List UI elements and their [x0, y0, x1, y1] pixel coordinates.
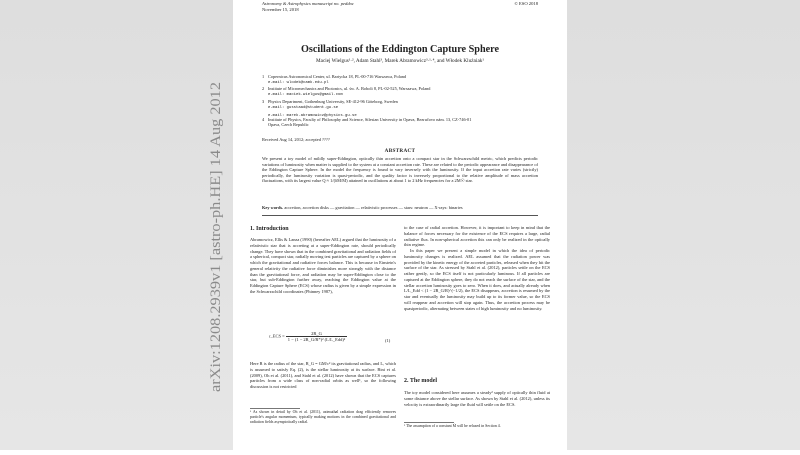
- paper-page: [233, 0, 567, 450]
- model-paragraph-1: The toy model considered here assumes a steady² supply of optically thin fluid at some distance above the stellar surface. As shown by Stahl et al. (2012), unless its velocity is extraordinarily large the fluid will settle on the ECS.: [404, 390, 550, 407]
- viewer-background-right: [567, 0, 800, 450]
- arxiv-margin-stamp: [204, 0, 228, 450]
- abstract-heading: ABSTRACT: [384, 148, 416, 154]
- keywords-line: [262, 205, 538, 210]
- affiliation-4: 4 Institute of Physics, Faculty of Philosophy and Science, Silesian University in Opava, Bezručovo nám. 13, CZ-746-01 Opava, Czech Republic: [262, 117, 472, 128]
- abstract-divider: [262, 215, 538, 216]
- equation-1-label: (1): [385, 338, 391, 343]
- footnote-1: ¹ As shown in detail by Oh et al. (2011), azimuthal radiation drag efficiently removes particle's angular momentum, typically making motions in the combined gravitational and radiation fields asymptotically radial.: [250, 410, 396, 424]
- arxiv-stamp-text: arXiv:1208.2939v1 [astro-ph.HE] 14 Aug 2012: [207, 103, 224, 392]
- footnote-rule-left: [250, 408, 300, 409]
- copyright: © ESO 2018: [514, 1, 538, 6]
- keywords-label: Key words.: [262, 205, 284, 210]
- keywords-text: accretion, accretion disks — gravitation — relativistic processes — stars: neutron — X-rays: binaries: [284, 205, 463, 210]
- received-date: Received Aug 14, 2012; accepted ????: [262, 137, 330, 142]
- right-column-text: to the case of radial accretion. However, it is important to keep in mind that the balance of forces necessary for the existence of the ECS requires a large, radial radiative flux. In non-spherical accretion this can only be realized in the optically thin regime. In this paper we present a simple model in which the idea of periodic luminosity changes is realized. AEL assumed that the radiation power was provided by the kinetic energy of the accreted particles, released when they hit the surface of the star. As stressed by Stahl et al. (2012), particles settle on the ECS rather gently, so the ECS itself is not particularly luminous. If all particles are captured at the Eddington sphere, they do not reach the surface of the star, and the stellar accretion luminosity goes to zero. When it does, and actually already when L/L_Edd < (1 − 2R_G/R)^(−1/2), the ECS disappears, accretion is resumed by the star and eventually the luminosity may build up to its former value, so the ECS will reappear and accretion will stop again. Thus, the accretion process may be quasiperiodic, alternating between states of high luminosity and no luminosity.: [404, 225, 550, 311]
- viewer-background-left: [0, 0, 233, 450]
- journal-line: Astronomy & Astrophysics manuscript no. peddoc: [262, 1, 354, 6]
- header-date: November 15, 2018: [262, 7, 299, 12]
- affiliation-3: 3 Physics Department, Gothenburg University, SE-412-96 Göteborg, Sweden e-mail: gusstaad@student.gu.se e-mail: marek.abramowicz@physics.gu.se: [262, 99, 398, 118]
- affiliation-2: 2 Institute of Micromechanics and Photonics, ul. św. A. Boboli 8, PL-02-525, Warszawa, Poland e-mail: maciek.wielgus@gmail.com: [262, 86, 431, 98]
- paper-title: Oscillations of the Eddington Capture Sphere: [300, 44, 500, 55]
- intro-paragraph-1: Abramowicz, Ellis & Lanza (1990) (hereafter AEL) argued that the luminosity of a relativistic star that is accreting at a super-Eddington rate, should periodically change. They have shown that in the combined gravitational and radiation fields of a spherical, compact star, radially moving test particles are captured by a sphere on which the gravitational and radiative forces balance. This is because in Einstein's general relativity the radiative force diminishes more strongly with the distance than the gravitational force, and radiation may be super-Eddington close to the star, but sub-Eddington further away, reaching the Eddington value at the Eddington Capture Sphere (ECS) whose radius is given by a simple expression in the Schwarzschild coordinates (Phinney 1987),: [250, 237, 396, 294]
- affiliation-1: 1 Copernicus Astronomical Center, ul. Bartycka 18, PL-00-716 Warszawa, Poland e-mail: wlodek@camk.edu.pl: [262, 74, 407, 86]
- section-introduction-heading: 1. Introduction: [250, 226, 289, 232]
- abstract-text: We present a toy model of mildly super-Eddington, optically thin accretion onto a compact star in the Schwarzschild metric, which predicts periodic variations of luminosity when matter is supplied to the system at a constant accretion rate. These are related to the periodic appearance and disappearance of the Eddington Capture Sphere. In the model the frequency is found to vary inversely with the luminosity. If the input accretion rate varies (strictly) periodically, the luminosity variation is quasi-periodic, and the quality factor is inversely proportional to the relative amplitude of mass accretion fluctuations, with its largest value Q ≈ 1/(δṀ/Ṁ) attained in oscillations at about 1 to 2 kHz frequencies for a 2M☉ star.: [262, 156, 538, 184]
- footnote-rule-right: [404, 422, 454, 423]
- equation-1: r_ECS = $\frac{2R\_G}{\text{1 − (1 − 2R\_G/R*)² (L/L\_Edd)²}}$: [269, 331, 346, 342]
- intro-paragraph-2: Here R is the radius of the star, R_G = GM/c² its gravitational radius, and L, which is assumed to satisfy Eq. (2), is the stellar luminosity at its surface. Bini et al. (2009), Oh et al. (2011), and Stahl et al. (2012) have shown that the ECS captures particles from a wide class of non-radial orbits as well¹, so the following discussion is not restricted: [250, 361, 396, 389]
- footnote-2: ² The assumption of a constant Ṁ will be relaxed in Section 4.: [404, 424, 501, 428]
- section-model-heading: 2. The model: [404, 378, 438, 384]
- author-list: Maciej Wielgus¹·², Adam Stahl³, Marek Abramowicz³·¹·⁴, and Włodek Kluźniak¹: [316, 58, 484, 64]
